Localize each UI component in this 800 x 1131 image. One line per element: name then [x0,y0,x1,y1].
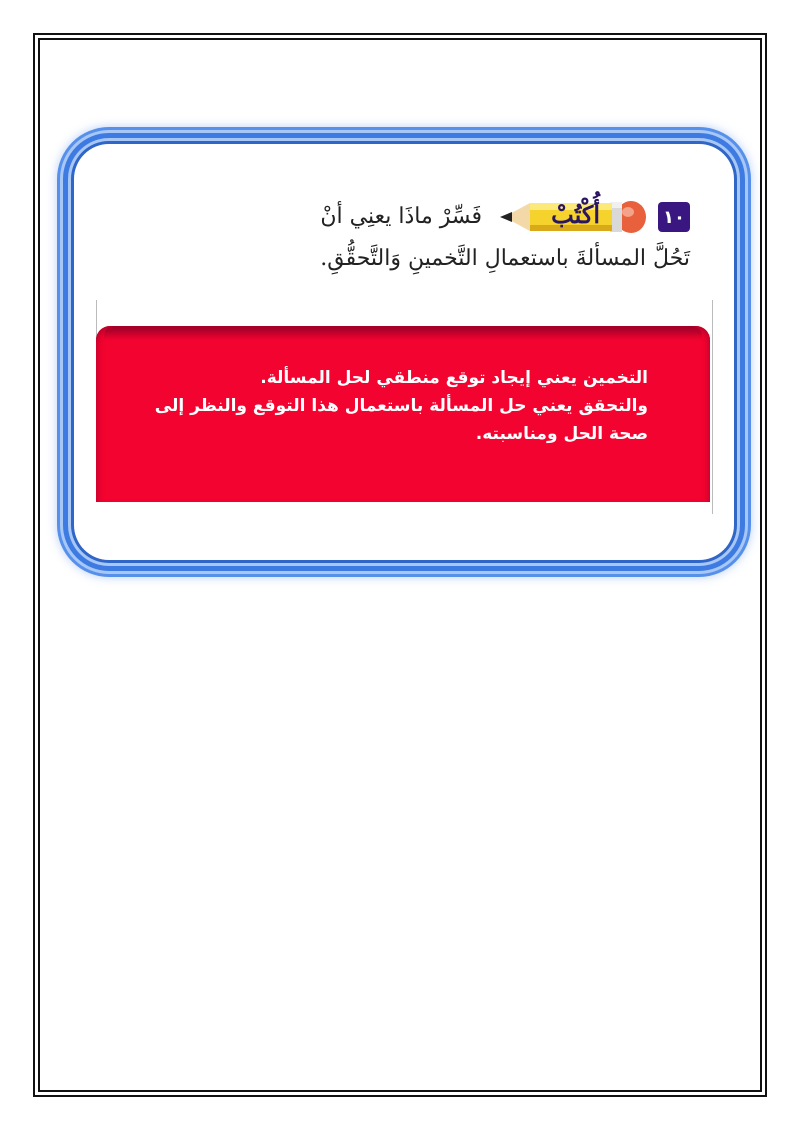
question-text-line-1: فَسِّرْ ماذَا يعنِي أنْ [320,204,482,229]
question-number-badge: ١٠ [658,202,690,232]
answer-line-2: والتحقق يعني حل المسألة باستعمال هذا التوقع والنظر إلى [154,396,648,416]
question-text-line-2: تَحُلَّ المسألةَ باستعمالِ التَّخمينِ وَالتَّحقُّقِ. [320,246,690,271]
pencil-icon [498,198,648,236]
answer-line-3: صحة الحل ومناسبته. [475,424,648,444]
question-block [150,195,690,279]
answer-box [96,326,710,502]
scan-edge-right [712,300,713,514]
pencil-label: أُكْتُبْ [551,200,600,229]
answer-line-1: التخمين يعني إيجاد توقع منطقي لحل المسألة. [260,368,648,388]
question-line-1 [150,195,690,239]
answer-text [128,364,648,448]
